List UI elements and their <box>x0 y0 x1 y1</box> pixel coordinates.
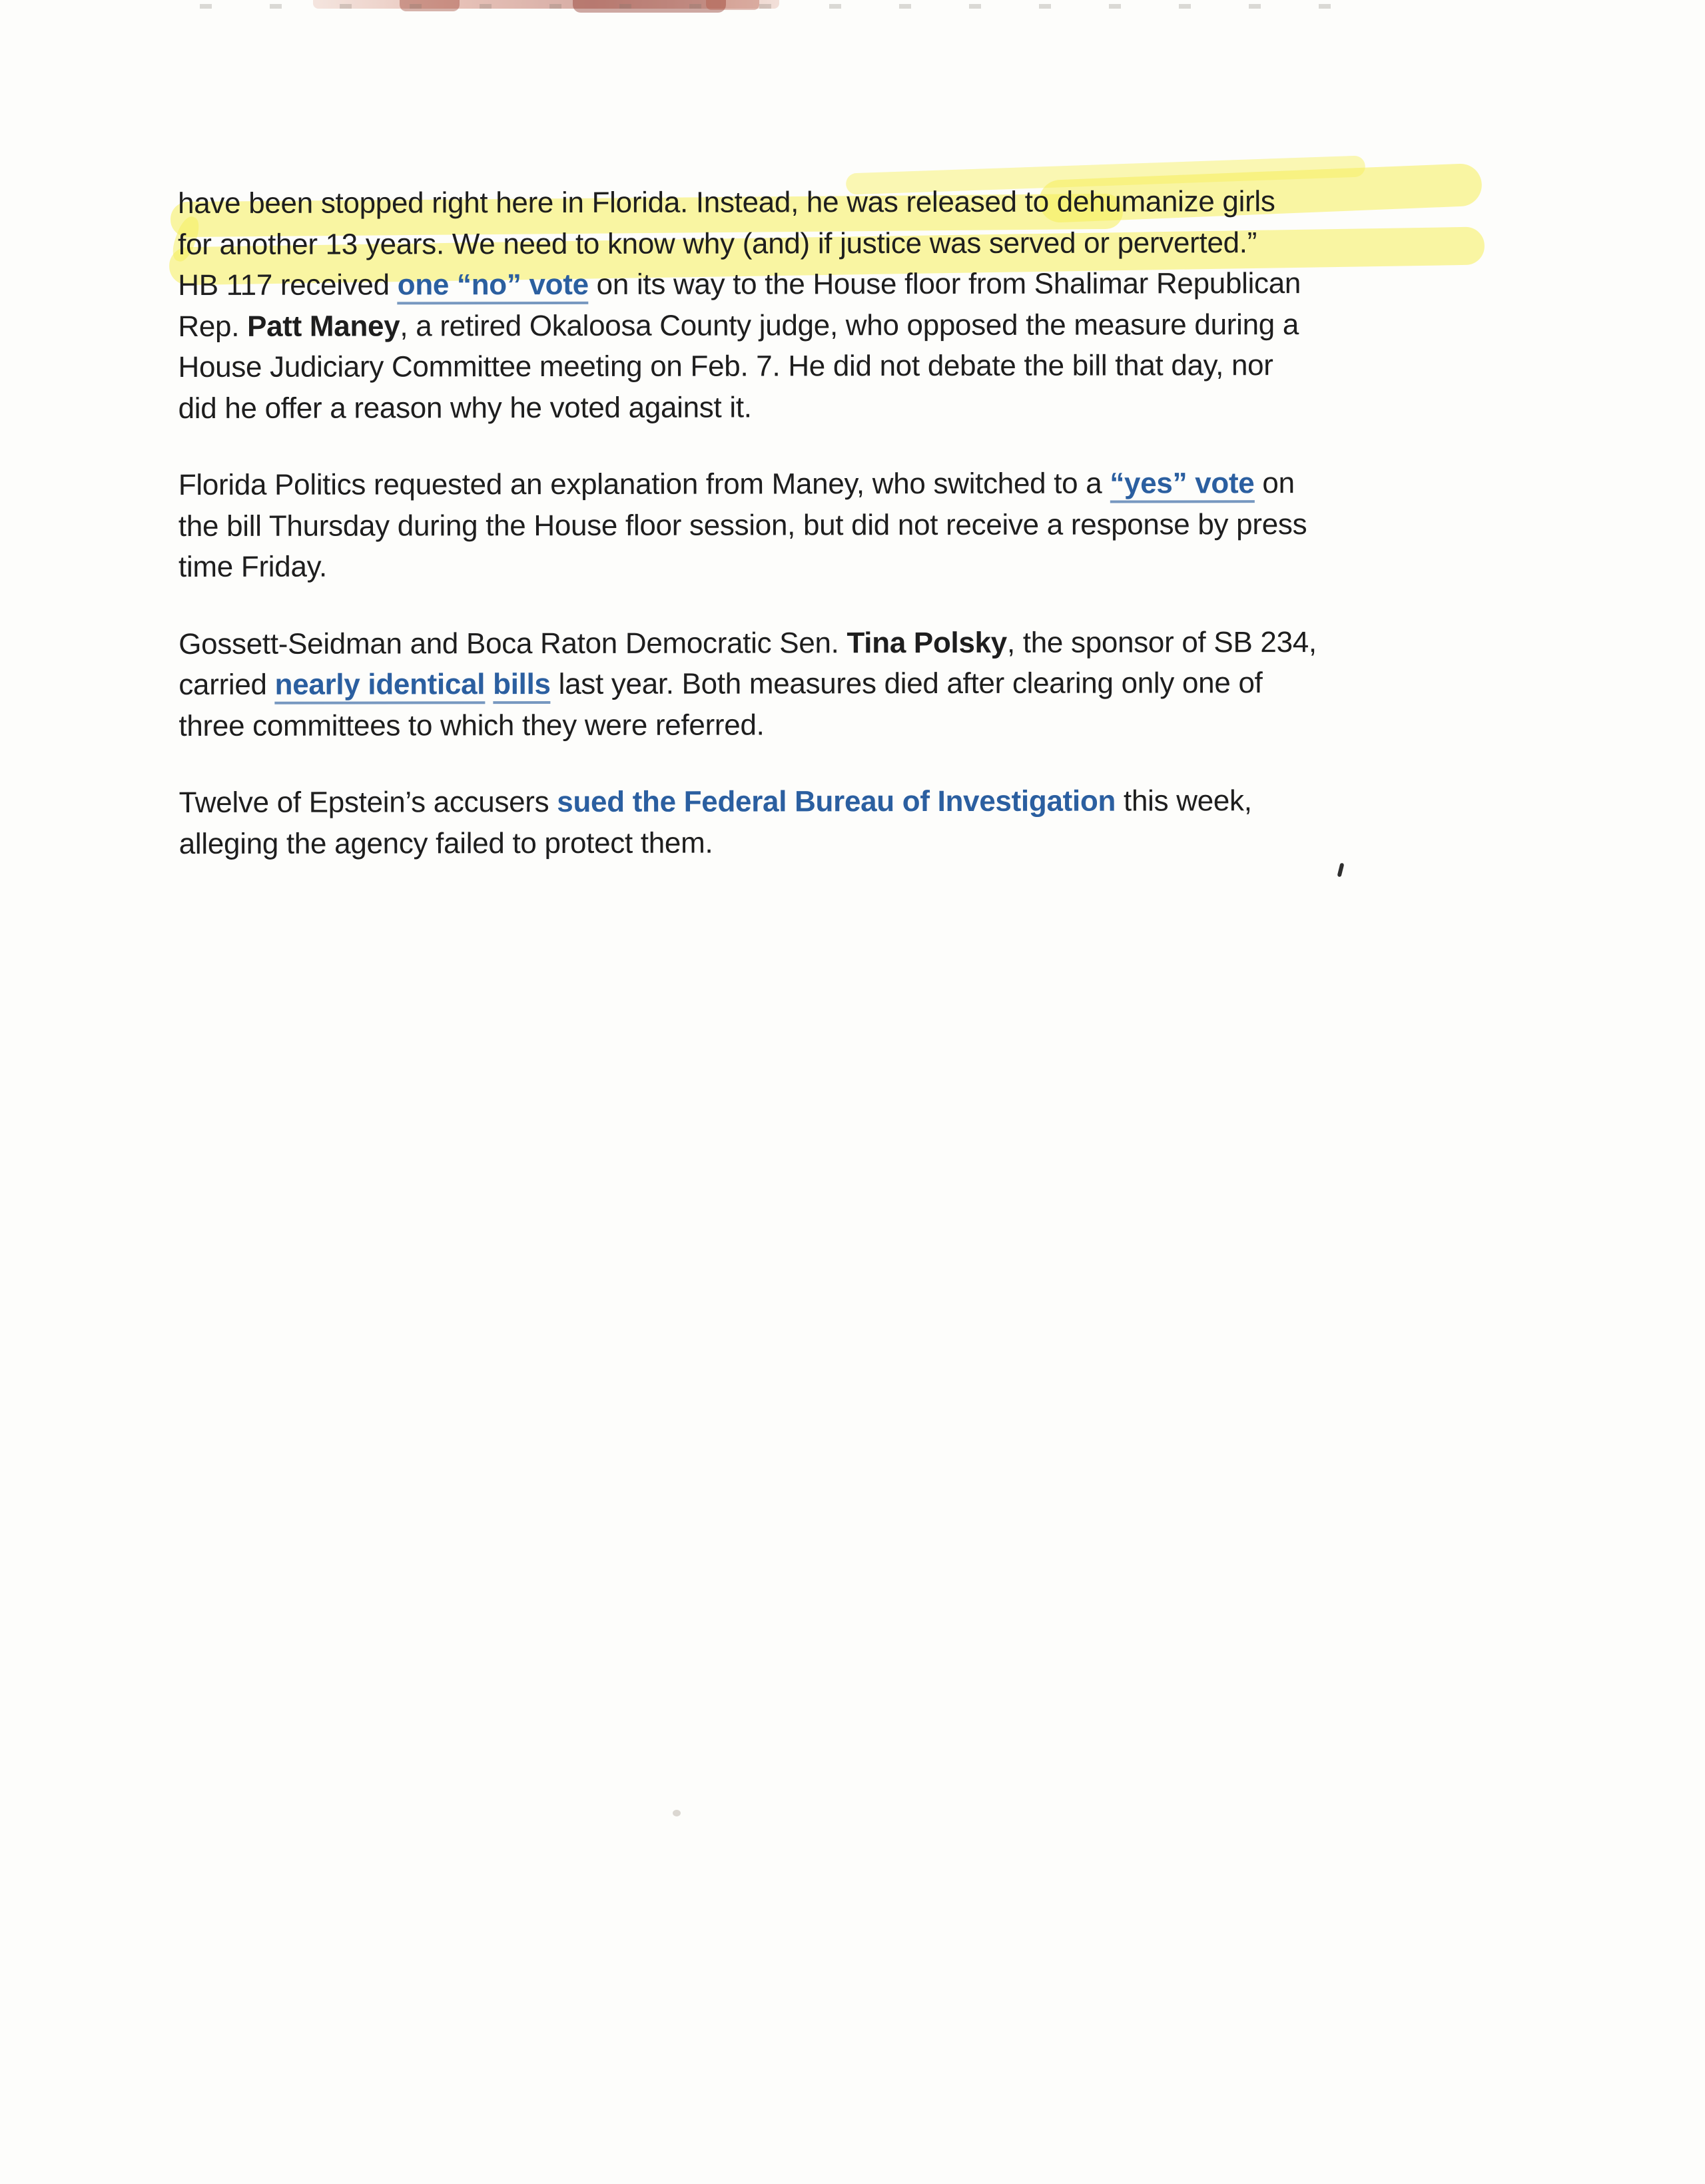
bold-name: Tina Polsky <box>847 626 1007 659</box>
text-line <box>178 544 1517 587</box>
paragraph-1 <box>178 180 1517 429</box>
text-line <box>178 180 1517 224</box>
text-line <box>178 262 1517 306</box>
text-segment: Florida Politics requested an explanation from Maney, who switched to a <box>178 467 1110 501</box>
article-link: sued the Federal Bureau of Investigation <box>557 784 1116 819</box>
text-line <box>178 621 1517 665</box>
text-segment: time Friday. <box>178 550 328 583</box>
text-segment: this week, <box>1116 784 1252 818</box>
header-remnant-dashes <box>200 4 1332 9</box>
paragraph-2 <box>178 462 1517 587</box>
text-segment: carried <box>178 668 275 701</box>
text-segment: the bill Thursday during the House floor session, but did not receive a response by press <box>178 507 1307 543</box>
text-line <box>178 304 1517 347</box>
text-segment: , a retired Okaloosa County judge, who opposed the measure during a <box>400 308 1299 342</box>
text-segment: Gossett-Seidman and Boca Raton Democratic Sen. <box>178 626 847 661</box>
text-segment: did he offer a reason why he voted against it. <box>178 390 752 425</box>
faint-speck <box>673 1810 681 1816</box>
text-line <box>178 386 1517 429</box>
text-segment: on <box>1254 467 1295 500</box>
text-line <box>178 703 1517 746</box>
article-link: nearly identical <box>275 668 486 704</box>
text-segment: alleging the agency failed to protect them. <box>178 826 713 860</box>
text-segment: for another 13 years. We need to know why (and) if justice was served or perverted.” <box>178 226 1257 261</box>
paragraph-3 <box>178 621 1517 746</box>
article-text <box>178 180 1518 900</box>
text-segment: HB 117 received <box>178 268 398 302</box>
paragraph-4 <box>179 780 1518 864</box>
text-segment: three committees to which they were referred. <box>178 708 765 742</box>
text-segment: House Judiciary Committee meeting on Feb. 7. He did not debate the bill that day, nor <box>178 349 1273 384</box>
text-line <box>178 662 1517 705</box>
text-line <box>179 821 1518 864</box>
article-link: one “no” vote <box>398 268 589 305</box>
article-link: bills <box>493 668 551 704</box>
text-line <box>178 503 1517 547</box>
text-line <box>178 222 1517 265</box>
bold-name: Patt Maney <box>247 309 400 343</box>
text-line <box>178 462 1517 505</box>
text-segment <box>485 668 493 700</box>
text-segment: Rep. <box>178 310 248 343</box>
text-line <box>179 780 1518 823</box>
header-remnant <box>0 0 1705 16</box>
text-segment: Twelve of Epstein’s accusers <box>178 786 557 819</box>
text-segment: on its way to the House floor from Shalimar Republican <box>588 267 1301 301</box>
text-segment: , the sponsor of SB 234, <box>1006 625 1317 659</box>
article-link: “yes” vote <box>1110 467 1254 503</box>
text-line <box>178 344 1517 388</box>
text-segment: last year. Both measures died after clearing only one of <box>550 667 1263 701</box>
text-segment: have been stopped right here in Florida. Instead, he was released to dehumanize girls <box>178 185 1275 220</box>
